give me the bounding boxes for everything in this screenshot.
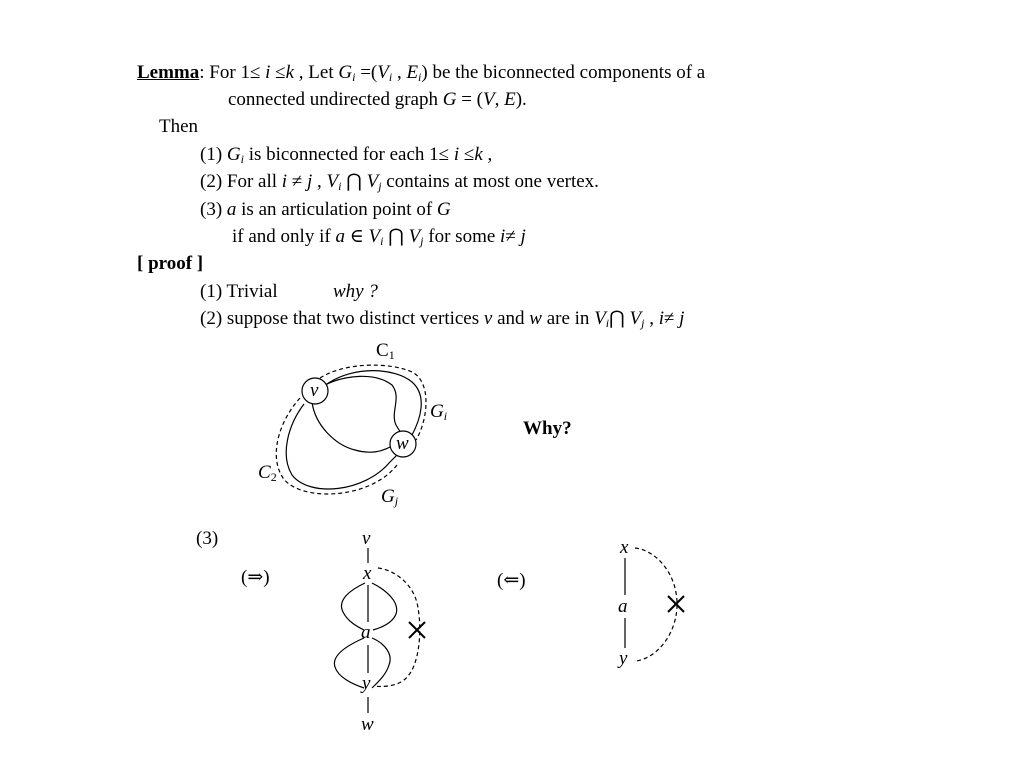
text: (1) Trivial — [200, 281, 278, 302]
var: v — [483, 308, 493, 329]
gi-outer-path — [327, 371, 421, 435]
lower-loop-right — [372, 638, 390, 688]
text: j — [394, 494, 399, 508]
text: i — [443, 409, 448, 423]
var: V — [594, 308, 606, 329]
text: (3) — [200, 199, 227, 220]
var: i — [240, 152, 244, 166]
var: i — [281, 171, 288, 192]
lower-loop-left — [334, 638, 364, 688]
text: ≤ — [270, 62, 286, 83]
var: V — [629, 308, 642, 329]
label-part-3: (3) — [196, 528, 219, 549]
text: ⋂ — [346, 171, 362, 192]
inner-path — [312, 402, 392, 452]
c1-dashed-path — [320, 365, 426, 440]
label-w: w — [396, 433, 409, 454]
text: ) be the biconnected components of a — [421, 62, 706, 83]
var: j — [307, 171, 313, 192]
label-gi — [430, 401, 447, 423]
text: , — [392, 62, 407, 83]
text: : For 1≤ — [199, 62, 266, 83]
text: 1 — [388, 348, 395, 362]
label-gj — [381, 486, 398, 508]
text: for some — [423, 226, 501, 247]
label-a3: a — [361, 622, 371, 643]
var: a — [335, 226, 345, 247]
text: (2) For all — [200, 171, 282, 192]
text: C — [258, 462, 271, 483]
var: k — [285, 62, 295, 83]
label-v3: v — [362, 528, 371, 549]
var: i — [380, 234, 384, 248]
var: j — [679, 308, 685, 329]
var: i — [265, 62, 271, 83]
label-w3: w — [361, 714, 374, 735]
text: why ? — [333, 281, 378, 302]
var: i — [500, 226, 506, 247]
text: 2 — [270, 470, 277, 484]
var: E — [406, 62, 419, 83]
var: j — [378, 179, 382, 193]
var: G — [226, 144, 241, 165]
label-why — [523, 418, 572, 440]
text: , — [644, 308, 659, 329]
label-x3: x — [363, 563, 372, 584]
label-v: v — [310, 380, 319, 401]
label-x-right: x — [620, 537, 629, 558]
text: is an articulation point of — [236, 199, 437, 220]
var: V — [377, 62, 389, 83]
var: G — [338, 62, 353, 83]
text: ⋂ — [609, 308, 625, 329]
var: a — [226, 199, 237, 220]
upper-loop-right — [372, 583, 397, 630]
label-y-right: y — [619, 648, 628, 669]
var: j — [641, 316, 645, 330]
var: E — [504, 89, 516, 110]
var: G — [436, 199, 451, 220]
text: G — [430, 401, 444, 422]
bypass-dashed-path-2 — [635, 548, 677, 661]
text: if and only if — [232, 226, 336, 247]
text: =( — [355, 62, 378, 83]
var: V — [483, 89, 495, 110]
text: (1) — [200, 144, 227, 165]
text: ). — [515, 89, 527, 110]
text: Why? — [523, 418, 572, 439]
var: j — [420, 234, 424, 248]
text: is biconnected for each 1≤ — [243, 144, 454, 165]
text: , — [312, 171, 327, 192]
lemma-then: Then — [159, 116, 199, 137]
label-a-right: a — [618, 596, 628, 617]
var: V — [408, 226, 421, 247]
text: ≠ — [287, 171, 308, 192]
text: , — [494, 89, 505, 110]
var: G — [442, 89, 457, 110]
text: = ( — [456, 89, 483, 110]
text: [ proof ] — [137, 253, 204, 274]
var: k — [474, 144, 483, 165]
text: ≤ — [459, 144, 475, 165]
var: V — [366, 171, 379, 192]
label-backward: (⇐) — [497, 570, 526, 591]
var: i — [388, 70, 393, 84]
var: i — [352, 70, 356, 84]
label-c2 — [258, 462, 277, 484]
text: ≠ — [663, 308, 680, 329]
var: i — [338, 179, 342, 193]
text: ≠ — [505, 226, 521, 247]
text: contains at most one vertex. — [381, 171, 599, 192]
text: , Let — [294, 62, 339, 83]
text: (2) suppose that two distinct vertices — [200, 308, 484, 329]
label-forward: (⇒) — [241, 567, 270, 588]
var: i — [418, 70, 422, 84]
c2-dashed-path — [276, 398, 397, 494]
text: C — [376, 340, 389, 361]
var: j — [520, 226, 526, 247]
text: and — [492, 308, 530, 329]
var: V — [326, 171, 339, 192]
var: w — [529, 308, 542, 329]
label-c1 — [376, 340, 395, 362]
var: i — [453, 144, 460, 165]
label-y3: y — [362, 673, 371, 694]
text: ∈ — [344, 226, 369, 247]
text: G — [381, 486, 395, 507]
lemma-title: Lemma — [137, 62, 200, 83]
var: i — [658, 308, 664, 329]
text: ⋂ — [388, 226, 404, 247]
text: connected undirected graph — [228, 89, 443, 110]
text: are in — [541, 308, 595, 329]
gi-path — [325, 376, 403, 440]
var: V — [368, 226, 381, 247]
text: , — [482, 144, 493, 165]
var: i — [605, 316, 610, 330]
